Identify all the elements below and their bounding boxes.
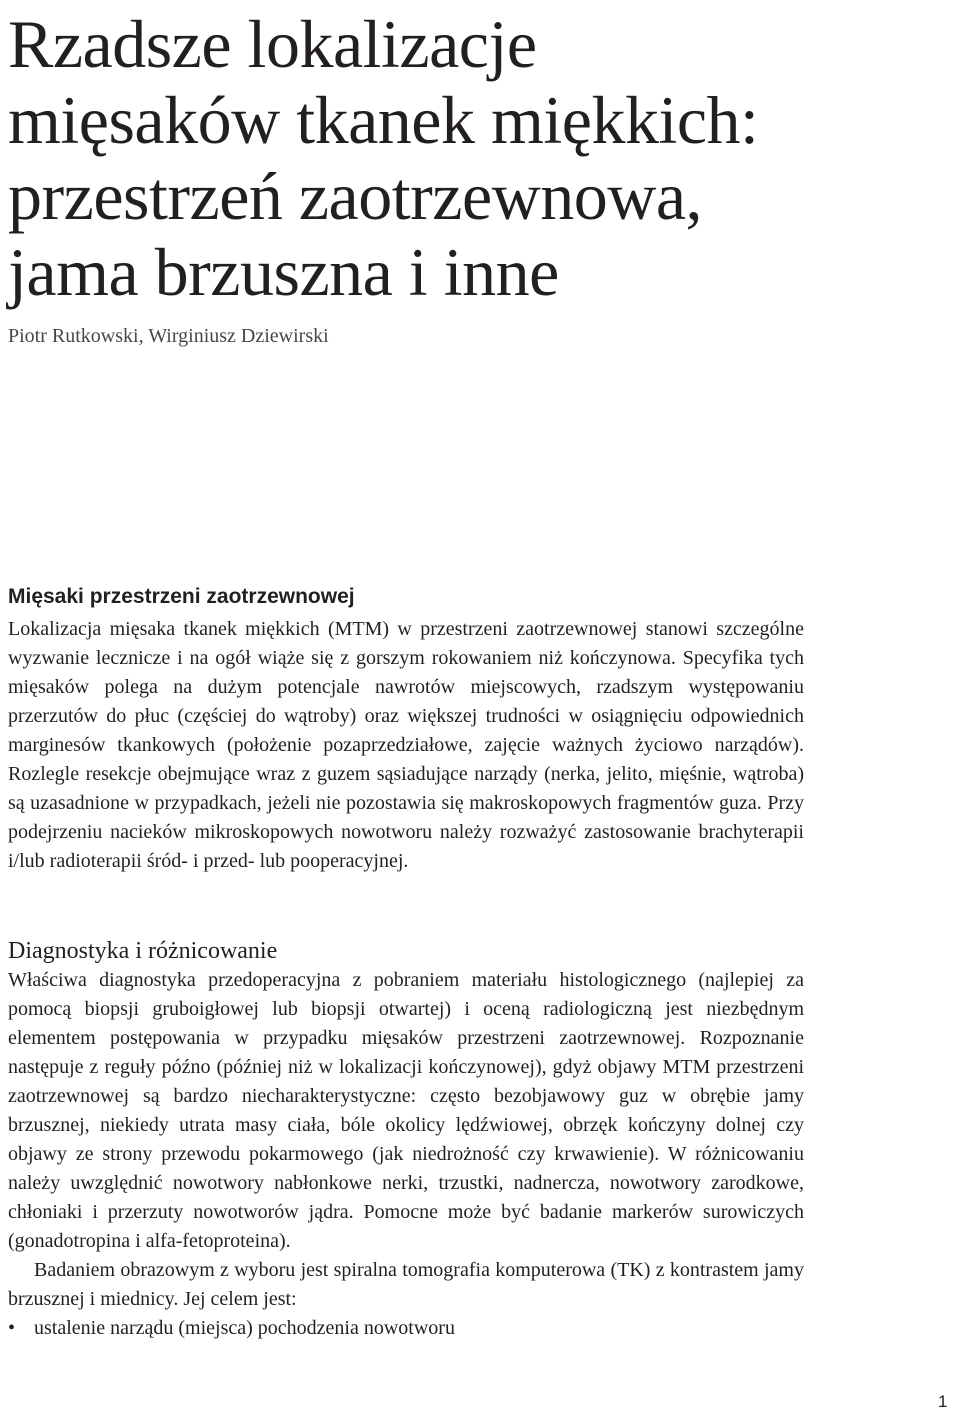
bullet-list (8, 1314, 804, 1343)
list-item-text: ustalenie narządu (miejsca) pochodzenia nowotworu (34, 1317, 455, 1339)
section-heading-diagnostics: Diagnostyka i różnicowanie (8, 938, 278, 964)
list-item (8, 1314, 804, 1343)
section-paragraph: Badaniem obrazowym z wyboru jest spiralna tomografia komputerowa (TK) z kontrastem jamy brzusznej i miednicy. Jej celem jest: (8, 1259, 804, 1310)
page-number: 1 (938, 1392, 948, 1411)
document-page (8, 0, 804, 1339)
section-heading-retroperitoneal: Mięsaki przestrzeni zaotrzewnowej (8, 585, 355, 608)
title-line: jama brzuszna i inne (8, 234, 559, 310)
bullet-icon: • (8, 1317, 16, 1339)
authors: Piotr Rutkowski, Wirginiusz Dziewirski (8, 325, 329, 347)
title-line: Rzadsze lokalizacje (8, 6, 537, 82)
section-paragraph: Lokalizacja mięsaka tkanek miękkich (MTM) w przestrzeni zaotrzewnowej stanowi szczególne wyzwanie lecznicze i na ogół wiąże się z gorszym rokowaniem niż kończynowa. Specyfika tych mięsaków polega na dużym potencjale nawrotów miejscowych, rzadszym występowaniu przerzutów do płuc (częściej do wątroby) oraz większej trudności w osiągnięciu odpowiednich marginesów tkankowych (położenie pozaprzedziałowe, zajęcie ważnych życiowo narządów). Rozlegle resekcje obejmujące wraz z guzem sąsiadujące narządy (nerka, jelito, mięśnie, wątroba) są uzasadnione w przypadkach, jeżeli nie pozostawia się makroskopowych fragmentów guza. Przy podejrzeniu nacieków mikroskopowych nowotworu należy rozważyć zastosowanie brachyterapii i/lub radioterapii śród- i przed- lub pooperacyjnej. (8, 618, 804, 872)
title-line: przestrzeń zaotrzewnowa, (8, 158, 703, 234)
section-body-diagnostics (8, 966, 804, 1343)
section-paragraph: Właściwa diagnostyka przedoperacyjna z pobraniem materiału histologicznego (najlepiej za pomocą biopsji gruboigłowej lub biopsji otwartej) i oceną radiologiczną jest niezbędnym elementem postępowania w przypadku mięsaków przestrzeni zaotrzewnowej. Rozpoznanie następuje z reguły późno (później niż w lokalizacji kończynowej), gdyż objawy MTM przestrzeni zaotrzewnowej są bardzo niecharakterystyczne: często bezobjawowy guz w obrębie jamy brzusznej, niekiedy utrata masy ciała, bóle okolicy lędźwiowej, obrzęk kończyny dolnej czy objawy ze strony przewodu pokarmowego (jak niedrożność czy krwawienie). W różnicowaniu należy uwzględnić nowotwory nabłonkowe nerki, trzustki, nadnercza, nowotwory zarodkowe, chłoniaki i przerzuty nowotworów jądra. Pomocne może być badanie markerów surowiczych (gonadotropina i alfa-fetoproteina). (8, 969, 804, 1252)
document-title (8, 0, 804, 310)
title-line: mięsaków tkanek miękkich: (8, 82, 759, 158)
